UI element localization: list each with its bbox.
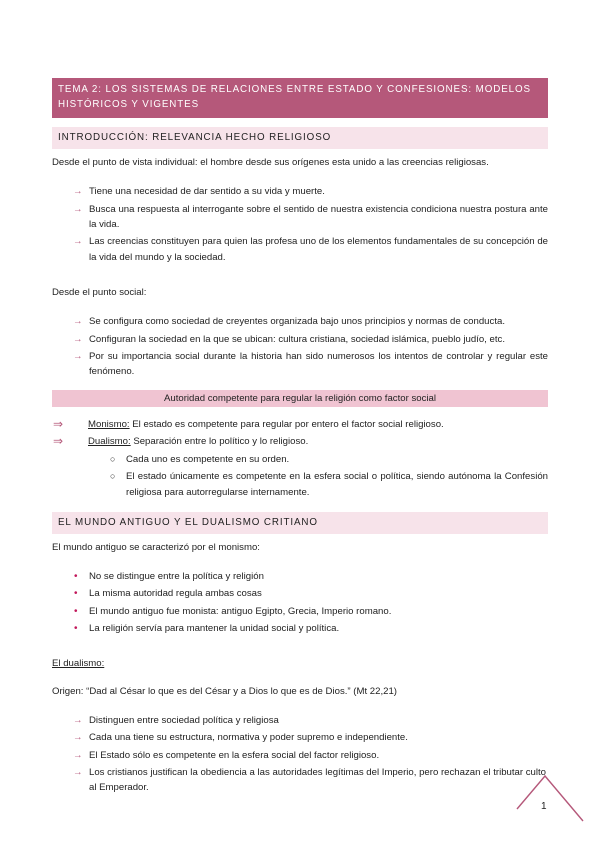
list-item: • La misma autoridad regula ambas cosas xyxy=(52,586,548,601)
dot-icon: • xyxy=(74,605,78,617)
section-heading-intro: INTRODUCCIÓN: RELEVANCIA HECHO RELIGIOSO xyxy=(52,127,548,149)
monismo-term: Monismo: xyxy=(88,419,130,431)
list-item: → Busca una respuesta al interrogante sobre el sentido de nuestra existencia condiciona nuestra postura ante la vida. xyxy=(73,203,548,231)
arrow-right-icon: → xyxy=(73,732,83,744)
arrow-right-icon: → xyxy=(73,203,83,215)
list-item: → Se configura como sociedad de creyentes organizada bajo unos principios y normas de conducta. xyxy=(52,314,548,329)
list-item: → Los cristianos justifican la obediencia a las autoridades legítimas del Imperio, pero rechazan el tributar culto al Emperador. xyxy=(73,766,547,794)
arrow-right-icon: → xyxy=(73,236,83,248)
list-item: → Distinguen entre sociedad política y religiosa xyxy=(52,713,548,728)
arrow-right-icon: → xyxy=(73,316,83,328)
individual-list xyxy=(52,184,548,265)
list-item: ○ Cada uno es competente en su orden. xyxy=(110,453,290,465)
arrow-right-icon: → xyxy=(73,714,83,726)
page-corner-diamond-icon xyxy=(515,771,585,841)
list-item: → Las creencias constituyen para quien las profesa uno de los elementos fundamentales de su concepción de la vida del mundo y la sociedad. xyxy=(73,236,548,263)
list-item: • No se distingue entre la política y religión xyxy=(52,569,548,584)
list-item: → Cada una tiene su estructura, normativa y poder supremo e independiente. xyxy=(52,730,548,745)
arrow-right-icon: → xyxy=(73,766,83,778)
authority-box: Autoridad competente para regular la religión como factor social xyxy=(52,390,548,407)
list-item: → Tiene una necesidad de dar sentido a su vida y muerte. xyxy=(52,184,548,199)
circle-icon: ○ xyxy=(110,453,116,464)
models-list xyxy=(52,417,548,450)
arrow-right-icon: → xyxy=(73,333,83,345)
dualism-heading: El dualismo: xyxy=(52,658,105,670)
double-arrow-icon: ⇒ xyxy=(53,417,64,432)
list-item: → Por su importancia social durante la historia han sido numerosos los intentos de controlar y regular este fenómeno. xyxy=(73,351,548,378)
arrow-right-icon: → xyxy=(73,749,83,761)
social-list xyxy=(52,314,548,379)
list-item: ⇒ Dualismo: Separación entre lo político y lo religioso. xyxy=(53,434,309,449)
social-lead: Desde el punto social: xyxy=(52,287,147,299)
double-arrow-icon: ⇒ xyxy=(53,434,64,449)
arrow-right-icon: → xyxy=(73,186,83,198)
document-page xyxy=(52,78,548,798)
dot-icon: • xyxy=(74,588,78,600)
dualismo-sublist xyxy=(52,452,548,500)
list-item: → El Estado sólo es competente en la esfera social del factor religioso. xyxy=(52,748,548,763)
dualism-list xyxy=(52,713,548,796)
dot-icon: • xyxy=(74,622,78,634)
list-item: • El mundo antiguo fue monista: antiguo Egipto, Grecia, Imperio romano. xyxy=(52,604,548,619)
list-item: ○ El estado únicamente es competente en la esfera social o política, siendo autónoma la Confesión religiosa para autorregularse internamente. xyxy=(110,471,548,498)
arrow-right-icon: → xyxy=(73,351,83,363)
document-title: TEMA 2: LOS SISTEMAS DE RELACIONES ENTRE ESTADO Y CONFESIONES: MODELOS HISTÓRICOS Y VIGENTES xyxy=(52,78,548,118)
section-heading-ancient: EL MUNDO ANTIGUO Y EL DUALISMO CRITIANO xyxy=(52,512,548,534)
page-number: 1 xyxy=(541,801,547,812)
list-item: → Configuran la sociedad en la que se ubican: cultura cristiana, sociedad islámica, pueblo judío, etc. xyxy=(52,332,548,347)
circle-icon: ○ xyxy=(110,471,116,482)
dot-icon: • xyxy=(74,570,78,582)
individual-lead: Desde el punto de vista individual: el hombre desde sus orígenes esta unido a las creencias religiosas. xyxy=(52,157,489,169)
list-item: • La religión servía para mantener la unidad social y política. xyxy=(52,621,548,636)
origin-quote: Origen: “Dad al César lo que es del César y a Dios lo que es de Dios.” (Mt 22,21) xyxy=(52,685,398,697)
ancient-list xyxy=(52,569,548,636)
dualismo-term: Dualismo: xyxy=(88,436,131,448)
ancient-lead: El mundo antiguo se caracterizó por el monismo: xyxy=(52,541,260,553)
list-item: ⇒ Monismo: El estado es competente para regular por entero el factor social religioso. xyxy=(53,417,444,432)
